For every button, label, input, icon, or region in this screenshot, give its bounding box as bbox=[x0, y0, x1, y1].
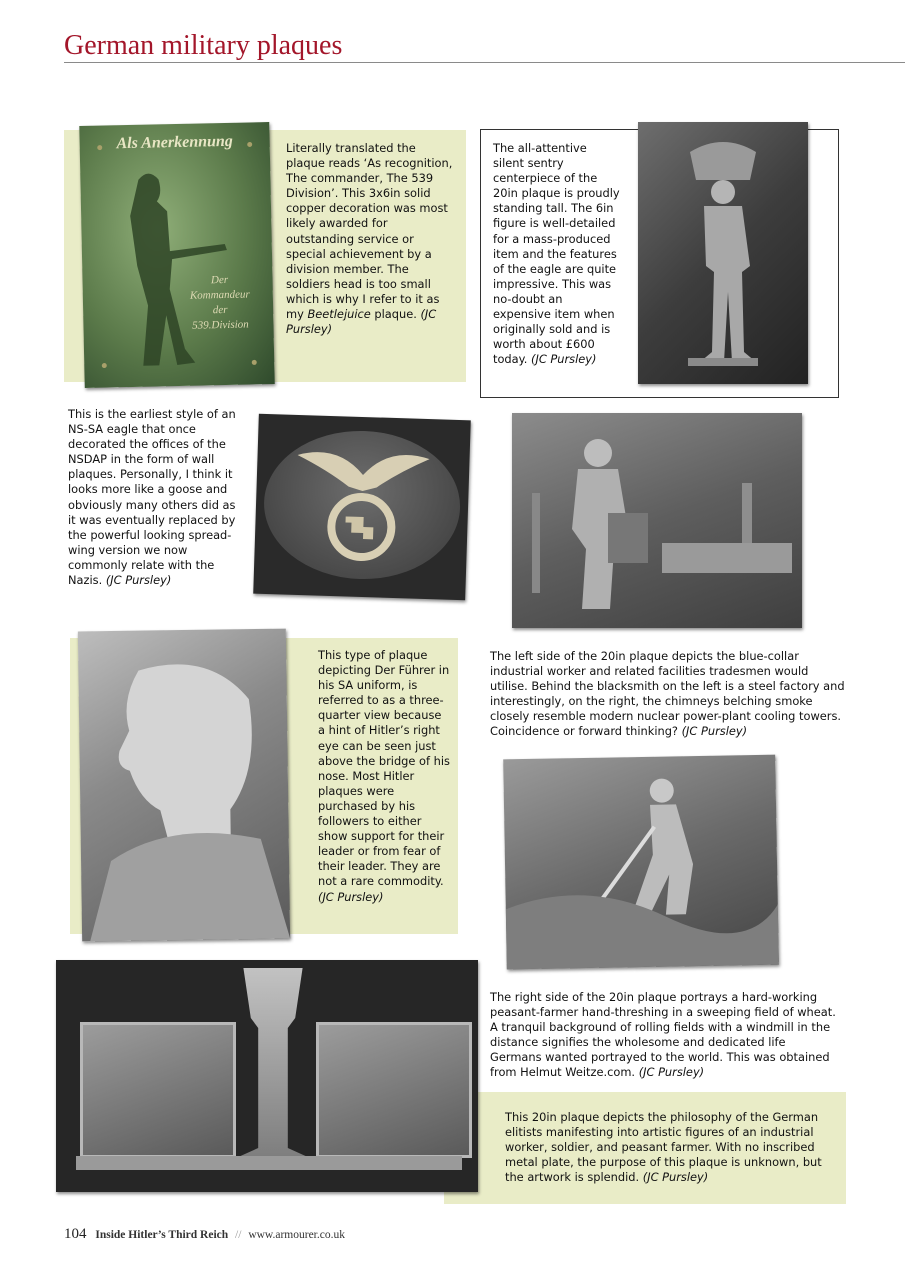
sentry-figure-art bbox=[638, 122, 808, 384]
blacksmith-plaque-image bbox=[512, 413, 802, 628]
full-plaque-base bbox=[76, 1156, 462, 1170]
plaque-inscription-top: Als Anerkennung bbox=[116, 132, 233, 153]
page-footer bbox=[64, 1226, 345, 1243]
left-side-caption: The left side of the 20in plaque depicts the blue-collar industrial worker and related facilities tradesmen would utilise. Behind the blacksmith on the left is a steel factory and interestingly, on the right, the chimneys belching smoke closely resemble modern nuclear power-plant cooling towers. Coincidence or forward thinking? (JC Pursley) bbox=[490, 649, 845, 739]
page-title: German military plaques bbox=[64, 30, 343, 61]
sentry-caption: The all-attentive silent sentry centerpiece of the 20in plaque is proudly standing tall. The 6in figure is well-detailed for a mass-produced item and the features of the eagle are quite impressive. This was no-doubt an expensive item when originally sold and is worth about £600 today. (JC Pursley) bbox=[493, 141, 620, 367]
full-plaque-left-panel bbox=[80, 1022, 236, 1158]
eagle-plaque-image bbox=[253, 414, 471, 601]
plaque-inscription-bottom: Der Kommandeur der 539.Division bbox=[189, 273, 250, 332]
full-plaque-image bbox=[56, 960, 478, 1192]
footer-separator: // bbox=[235, 1229, 242, 1241]
full-plaque-centre-figure bbox=[236, 968, 310, 1168]
fuhrer-plaque-image bbox=[78, 629, 290, 942]
copper-caption: Literally translated the plaque reads ‘As recognition, The commander, The 539 Division’. This 3x6in solid copper decoration was most likely awarded for outstanding service or special achievement by a division member. The soldiers head is too small which is why I refer to it as my Beetlejuice plaque. (JC Pursley) bbox=[286, 141, 453, 337]
full-caption: This 20in plaque depicts the philosophy of the German elitists manifesting into artistic figures of an industrial worker, soldier, and peasant farmer. With no inscribed metal plate, the purpose of this plaque is unknown, but the artwork is splendid. (JC Pursley) bbox=[505, 1110, 822, 1185]
copper-plaque-image bbox=[79, 122, 274, 388]
blacksmith-art bbox=[512, 413, 802, 628]
fuhrer-portrait-art bbox=[78, 629, 290, 942]
farmer-art bbox=[503, 755, 779, 970]
farmer-plaque-image bbox=[503, 755, 779, 970]
eagle-caption: This is the earliest style of an NS-SA eagle that once decorated the offices of the NSDAP in the form of wall plaques. Personally, I think it looks more like a goose and obviously many others did as it was eventually replaced by the powerful looking spread-wing version we now commonly relate with the Nazis. (JC Pursley) bbox=[68, 407, 236, 588]
copper-plaque-art bbox=[79, 122, 274, 388]
publication-name: Inside Hitler’s Third Reich bbox=[95, 1229, 229, 1241]
website-link[interactable]: www.armourer.co.uk bbox=[248, 1229, 345, 1241]
right-side-caption: The right side of the 20in plaque portrays a hard-working peasant-farmer hand-threshing in a sweeping field of wheat. A tranquil background of rolling fields with a windmill in the distance signifies the wholesome and dedicated life Germans wanted portrayed to the world. This was obtained from Helmut Weitze.com. (JC Pursley) bbox=[490, 990, 836, 1080]
fuhrer-caption: This type of plaque depicting Der Führer in his SA uniform, is referred to as a three-quarter view because a hint of Hitler’s right eye can be seen just above the bridge of his nose. Most Hitler plaques were purchased by his followers to either show support for their leader or from fear of their leader. They are not a rare commodity. (JC Pursley) bbox=[318, 648, 450, 904]
page-number: 104 bbox=[64, 1226, 87, 1242]
title-rule bbox=[64, 62, 905, 63]
eagle-emblem-art bbox=[253, 414, 471, 601]
sentry-figure-image bbox=[638, 122, 808, 384]
full-plaque-right-panel bbox=[316, 1022, 472, 1158]
